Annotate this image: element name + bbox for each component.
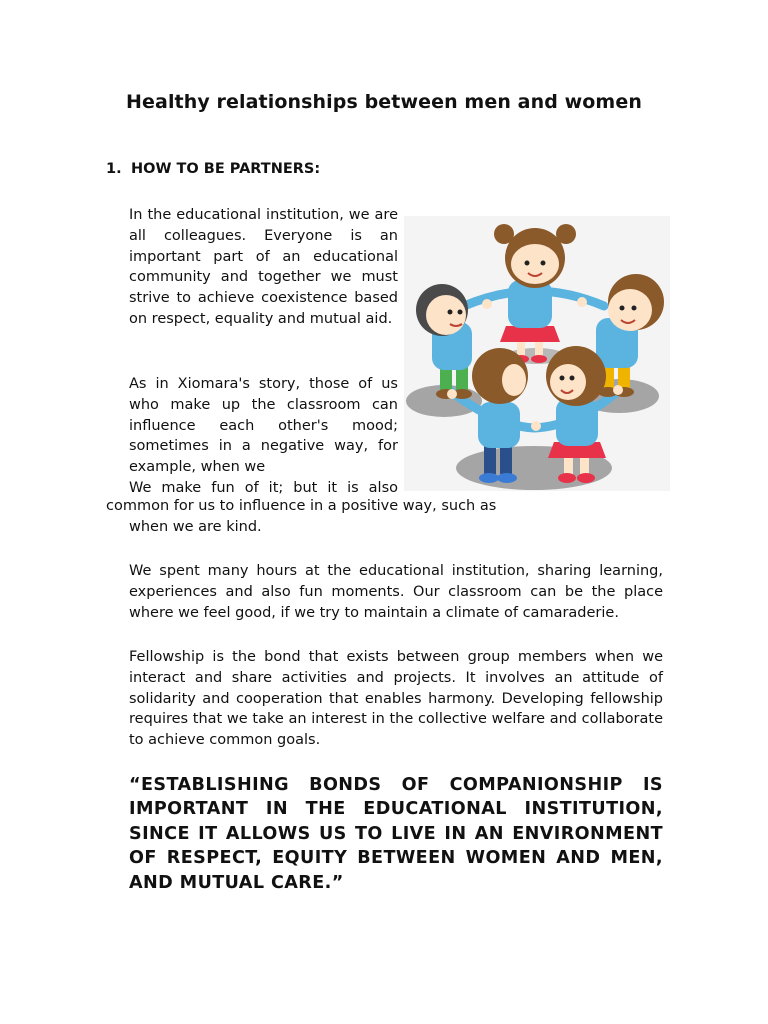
paragraph-influence-continued: We make fun of it; but it is also [129,480,398,496]
section-heading-text: HOW TO BE PARTNERS: [131,161,321,177]
paragraph-influence: As in Xiomara's story, those of us who make up the classroom can influence each other's mood; sometimes in a negative way, for example, when we [129,376,398,476]
page-title: Healthy relationships between men and women [126,91,642,113]
children-holding-hands-circle-illustration-icon [404,216,670,491]
children-holding-hands-illustration [404,216,670,491]
paragraph-fellowship: Fellowship is the bond that exists between group members when we interact and share activities and projects. It involves an attitude of solidarity and cooperation that enables harmony. Developing fellowship requires that we take an interest in the collective welfare and collaborate to achieve common goals. [129,649,663,749]
paragraph-camaraderie: We spent many hours at the educational institution, sharing learning, experiences and also fun moments. Our classroom can be the place where we feel good, if we try to maintain a climate of camaraderie. [129,563,663,621]
section-number: 1. [106,161,122,177]
paragraph-colleagues: In the educational institution, we are all colleagues. Everyone is an important part of an educational community and together we must strive to achieve coexistence based on respect, equality and mutual aid. [129,207,398,327]
quote-block: “ESTABLISHING BONDS OF COMPANIONSHIP IS IMPORTANT IN THE EDUCATIONAL INSTITUTION, SINCE IT ALLOWS US TO LIVE IN AN ENVIRONMENT OF RESPECT, EQUITY BETWEEN WOMEN AND MEN, AND MUTUAL CARE.” [129,775,663,893]
section-heading [106,161,320,177]
paragraph-influence-end: when we are kind. [129,519,262,535]
paragraph-influence-line: common for us to influence in a positive way, such as [106,498,497,514]
